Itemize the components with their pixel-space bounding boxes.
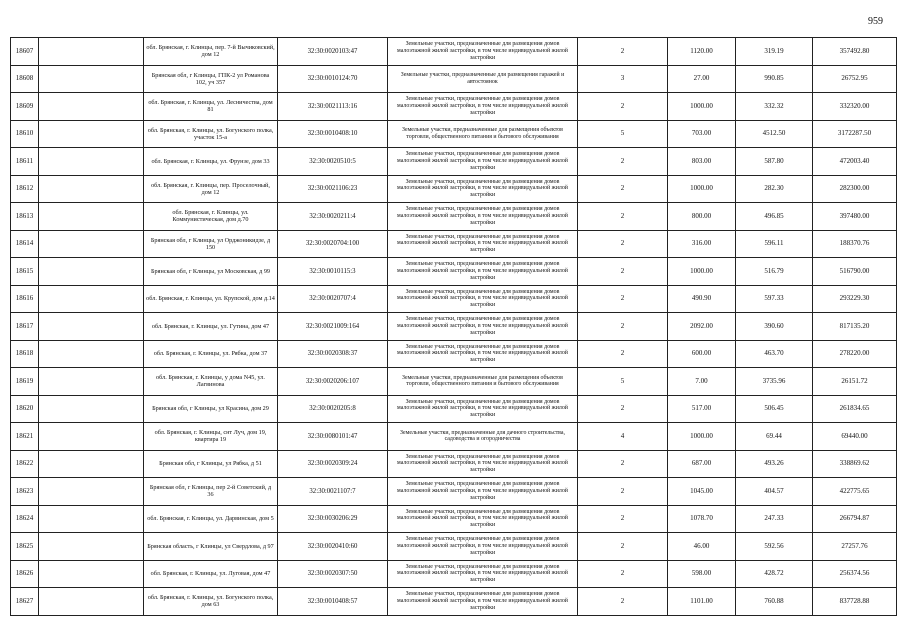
area-cell: 800.00 — [668, 203, 736, 231]
cadastral-value-cell: 188370.76 — [813, 230, 897, 258]
land-use-cell: Земельные участки, предназначенные для размещения домов малоэтажной жилой застройки, в том числе индивидуальной жилой застройки — [388, 230, 578, 258]
specific-value-cell: 463.70 — [736, 340, 813, 368]
address-cell: обл. Брянская, г. Клинцы, ул. Фрунзе, дом 33 — [144, 148, 278, 176]
group-cell: 2 — [578, 478, 668, 506]
address-cell: обл. Брянская, г. Клинцы, ул. Лесничества, дом 81 — [144, 93, 278, 121]
row-number: 18626 — [11, 560, 39, 588]
cadastral-value-cell: 26752.95 — [813, 65, 897, 93]
area-cell: 316.00 — [668, 230, 736, 258]
cadastral-number-cell: 32:30:0020205:8 — [278, 395, 388, 423]
group-cell: 2 — [578, 313, 668, 341]
row-number: 18624 — [11, 505, 39, 533]
table-row — [11, 423, 897, 451]
table-row — [11, 588, 897, 616]
address-cell: обл. Брянская, г. Клинцы, ул. Крупской, дом д.14 — [144, 285, 278, 313]
area-cell: 1120.00 — [668, 38, 736, 66]
specific-value-cell: 390.60 — [736, 313, 813, 341]
land-use-cell: Земельные участки, предназначенные для размещения домов малоэтажной жилой застройки, в том числе индивидуальной жилой застройки — [388, 203, 578, 231]
empty-cell — [39, 588, 144, 616]
group-cell: 2 — [578, 285, 668, 313]
address-cell: обл. Брянская, г. Клинцы, ул. Богунского полка, дом 63 — [144, 588, 278, 616]
cadastral-value-cell: 422775.65 — [813, 478, 897, 506]
specific-value-cell: 597.33 — [736, 285, 813, 313]
address-cell: обл. Брянская, г. Клинцы, у дома N45, ул. Лагвинова — [144, 368, 278, 396]
specific-value-cell: 282.30 — [736, 175, 813, 203]
empty-cell — [39, 258, 144, 286]
specific-value-cell: 428.72 — [736, 560, 813, 588]
empty-cell — [39, 423, 144, 451]
cadastral-number-cell: 32:30:0021113:16 — [278, 93, 388, 121]
cadastral-value-cell: 266794.87 — [813, 505, 897, 533]
table-row — [11, 203, 897, 231]
address-cell: Брянская обл, г Клинцы, ул Рябка, д 51 — [144, 450, 278, 478]
empty-cell — [39, 285, 144, 313]
table-row — [11, 148, 897, 176]
area-cell: 1000.00 — [668, 175, 736, 203]
table-row — [11, 175, 897, 203]
cadastral-value-cell: 256374.56 — [813, 560, 897, 588]
empty-cell — [39, 65, 144, 93]
area-cell: 7.00 — [668, 368, 736, 396]
row-number: 18627 — [11, 588, 39, 616]
land-use-cell: Земельные участки, предназначенные для размещения домов малоэтажной жилой застройки, в том числе индивидуальной жилой застройки — [388, 450, 578, 478]
area-cell: 517.00 — [668, 395, 736, 423]
table-row — [11, 258, 897, 286]
table-row — [11, 450, 897, 478]
land-use-cell: Земельные участки, предназначенные для размещения домов малоэтажной жилой застройки, в том числе индивидуальной жилой застройки — [388, 505, 578, 533]
row-number: 18610 — [11, 120, 39, 148]
address-cell: обл. Брянская, г. Клинцы, пер. Проселочный, дом 12 — [144, 175, 278, 203]
area-cell: 46.00 — [668, 533, 736, 561]
table-row — [11, 285, 897, 313]
area-cell: 1101.00 — [668, 588, 736, 616]
empty-cell — [39, 395, 144, 423]
cadastral-number-cell: 32:30:0020510:5 — [278, 148, 388, 176]
row-number: 18607 — [11, 38, 39, 66]
area-cell: 1078.70 — [668, 505, 736, 533]
address-cell: Брянская область, г Клинцы, ул Свердлова, д 97 — [144, 533, 278, 561]
cadastral-value-cell: 837728.88 — [813, 588, 897, 616]
land-use-cell: Земельные участки, предназначенные для размещения домов малоэтажной жилой застройки, в том числе индивидуальной жилой застройки — [388, 560, 578, 588]
land-use-cell: Земельные участки, предназначенные для размещения домов малоэтажной жилой застройки, в том числе индивидуальной жилой застройки — [388, 285, 578, 313]
cadastral-value-cell: 26151.72 — [813, 368, 897, 396]
row-number: 18620 — [11, 395, 39, 423]
cadastral-number-cell: 32:30:0080101:47 — [278, 423, 388, 451]
cadastral-value-cell: 332320.00 — [813, 93, 897, 121]
row-number: 18619 — [11, 368, 39, 396]
cadastral-number-cell: 32:30:0021106:23 — [278, 175, 388, 203]
cadastral-number-cell: 32:30:0021009:164 — [278, 313, 388, 341]
area-cell: 27.00 — [668, 65, 736, 93]
specific-value-cell: 596.11 — [736, 230, 813, 258]
address-cell: обл. Брянская, г. Клинцы, ул. Гутина, дом 47 — [144, 313, 278, 341]
group-cell: 3 — [578, 65, 668, 93]
group-cell: 4 — [578, 423, 668, 451]
row-number: 18613 — [11, 203, 39, 231]
address-cell: Брянская обл, г Клинцы, пер 2-й Советский, д 36 — [144, 478, 278, 506]
address-cell: обл. Брянская, г. Клинцы, ул. Луговая, дом 47 — [144, 560, 278, 588]
area-cell: 1000.00 — [668, 258, 736, 286]
area-cell: 600.00 — [668, 340, 736, 368]
cadastral-value-cell: 293229.30 — [813, 285, 897, 313]
group-cell: 2 — [578, 340, 668, 368]
land-use-cell: Земельные участки, предназначенные для размещения домов малоэтажной жилой застройки, в том числе индивидуальной жилой застройки — [388, 533, 578, 561]
table-row — [11, 368, 897, 396]
cadastral-value-cell: 338869.62 — [813, 450, 897, 478]
cadastral-number-cell: 32:30:0020211:4 — [278, 203, 388, 231]
empty-cell — [39, 533, 144, 561]
cadastral-value-cell: 817135.20 — [813, 313, 897, 341]
registry-table — [10, 37, 897, 616]
cadastral-number-cell: 32:30:0020410:60 — [278, 533, 388, 561]
cadastral-number-cell: 32:30:0020308:37 — [278, 340, 388, 368]
area-cell: 803.00 — [668, 148, 736, 176]
cadastral-number-cell: 32:30:0010408:57 — [278, 588, 388, 616]
group-cell: 2 — [578, 175, 668, 203]
specific-value-cell: 516.79 — [736, 258, 813, 286]
specific-value-cell: 760.88 — [736, 588, 813, 616]
group-cell: 2 — [578, 258, 668, 286]
cadastral-value-cell: 516790.00 — [813, 258, 897, 286]
row-number: 18612 — [11, 175, 39, 203]
address-cell: обл. Брянская, г. Клинцы, ул. Рябка, дом 37 — [144, 340, 278, 368]
land-use-cell: Земельные участки, предназначенные для размещения домов малоэтажной жилой застройки, в том числе индивидуальной жилой застройки — [388, 148, 578, 176]
group-cell: 2 — [578, 533, 668, 561]
row-number: 18617 — [11, 313, 39, 341]
cadastral-number-cell: 32:30:0010408:10 — [278, 120, 388, 148]
row-number: 18609 — [11, 93, 39, 121]
land-use-cell: Земельные участки, предназначенные для размещения домов малоэтажной жилой застройки, в том числе индивидуальной жилой застройки — [388, 478, 578, 506]
cadastral-number-cell: 32:30:0020704:100 — [278, 230, 388, 258]
group-cell: 2 — [578, 148, 668, 176]
row-number: 18614 — [11, 230, 39, 258]
table-row — [11, 478, 897, 506]
row-number: 18622 — [11, 450, 39, 478]
area-cell: 598.00 — [668, 560, 736, 588]
land-use-cell: Земельные участки, предназначенные для размещения объектов торговли, общественного питания и бытового обслуживания — [388, 368, 578, 396]
empty-cell — [39, 368, 144, 396]
group-cell: 2 — [578, 395, 668, 423]
table-row — [11, 120, 897, 148]
land-use-cell: Земельные участки, предназначенные для размещения домов малоэтажной жилой застройки, в том числе индивидуальной жилой застройки — [388, 258, 578, 286]
specific-value-cell: 4512.50 — [736, 120, 813, 148]
cadastral-value-cell: 397480.00 — [813, 203, 897, 231]
specific-value-cell: 496.85 — [736, 203, 813, 231]
group-cell: 2 — [578, 93, 668, 121]
land-use-cell: Земельные участки, предназначенные для дачного строительства, садоводства и огородничества — [388, 423, 578, 451]
address-cell: обл. Брянская, г. Клинцы, ул. Дарвинская, дом 5 — [144, 505, 278, 533]
table-row — [11, 395, 897, 423]
group-cell: 5 — [578, 368, 668, 396]
cadastral-number-cell: 32:30:0020103:47 — [278, 38, 388, 66]
cadastral-number-cell: 32:30:0010115:3 — [278, 258, 388, 286]
land-use-cell: Земельные участки, предназначенные для размещения домов малоэтажной жилой застройки, в том числе индивидуальной жилой застройки — [388, 588, 578, 616]
cadastral-number-cell: 32:30:0020309:24 — [278, 450, 388, 478]
area-cell: 490.90 — [668, 285, 736, 313]
cadastral-number-cell: 32:30:0020206:107 — [278, 368, 388, 396]
specific-value-cell: 990.85 — [736, 65, 813, 93]
row-number: 18608 — [11, 65, 39, 93]
empty-cell — [39, 340, 144, 368]
empty-cell — [39, 450, 144, 478]
specific-value-cell: 3735.96 — [736, 368, 813, 396]
group-cell: 2 — [578, 38, 668, 66]
land-use-cell: Земельные участки, предназначенные для размещения домов малоэтажной жилой застройки, в том числе индивидуальной жилой застройки — [388, 313, 578, 341]
address-cell: Брянская обл, г Клинцы, ул Московская, д 99 — [144, 258, 278, 286]
row-number: 18611 — [11, 148, 39, 176]
table-row — [11, 560, 897, 588]
row-number: 18621 — [11, 423, 39, 451]
empty-cell — [39, 120, 144, 148]
empty-cell — [39, 560, 144, 588]
specific-value-cell: 404.57 — [736, 478, 813, 506]
area-cell: 1000.00 — [668, 93, 736, 121]
address-cell: обл. Брянская, г. Клинцы, снт Луч, дом 19, квартира 19 — [144, 423, 278, 451]
page-number: 959 — [868, 16, 883, 27]
address-cell: Брянская обл, г Клинцы, ул Красина, дом 29 — [144, 395, 278, 423]
address-cell: обл. Брянская, г. Клинцы, пер. 7-й Вычиковский, дом 12 — [144, 38, 278, 66]
group-cell: 2 — [578, 450, 668, 478]
cadastral-value-cell: 282300.00 — [813, 175, 897, 203]
land-use-cell: Земельные участки, предназначенные для размещения домов малоэтажной жилой застройки, в том числе индивидуальной жилой застройки — [388, 395, 578, 423]
table-row — [11, 230, 897, 258]
table-row — [11, 38, 897, 66]
land-use-cell: Земельные участки, предназначенные для размещения объектов торговли, общественного питания и бытового обслуживания — [388, 120, 578, 148]
specific-value-cell: 506.45 — [736, 395, 813, 423]
table-row — [11, 313, 897, 341]
cadastral-value-cell: 3172287.50 — [813, 120, 897, 148]
cadastral-number-cell: 32:30:0021107:7 — [278, 478, 388, 506]
area-cell: 1000.00 — [668, 423, 736, 451]
land-use-cell: Земельные участки, предназначенные для размещения домов малоэтажной жилой застройки, в том числе индивидуальной жилой застройки — [388, 175, 578, 203]
area-cell: 2092.00 — [668, 313, 736, 341]
row-number: 18623 — [11, 478, 39, 506]
group-cell: 2 — [578, 203, 668, 231]
specific-value-cell: 69.44 — [736, 423, 813, 451]
cadastral-value-cell: 278220.00 — [813, 340, 897, 368]
group-cell: 2 — [578, 505, 668, 533]
table-row — [11, 533, 897, 561]
land-use-cell: Земельные участки, предназначенные для размещения гаражей и автостоянок — [388, 65, 578, 93]
empty-cell — [39, 203, 144, 231]
cadastral-number-cell: 32:30:0020707:4 — [278, 285, 388, 313]
cadastral-number-cell: 32:30:0010124:70 — [278, 65, 388, 93]
empty-cell — [39, 505, 144, 533]
empty-cell — [39, 175, 144, 203]
empty-cell — [39, 38, 144, 66]
specific-value-cell: 319.19 — [736, 38, 813, 66]
land-use-cell: Земельные участки, предназначенные для размещения домов малоэтажной жилой застройки, в том числе индивидуальной жилой застройки — [388, 340, 578, 368]
row-number: 18618 — [11, 340, 39, 368]
cadastral-value-cell: 261834.65 — [813, 395, 897, 423]
row-number: 18616 — [11, 285, 39, 313]
registry-body — [11, 38, 897, 616]
area-cell: 703.00 — [668, 120, 736, 148]
address-cell: обл. Брянская, г. Клинцы, ул. Богунского полка, участок 15-а — [144, 120, 278, 148]
area-cell: 1045.00 — [668, 478, 736, 506]
specific-value-cell: 332.32 — [736, 93, 813, 121]
specific-value-cell: 587.80 — [736, 148, 813, 176]
specific-value-cell: 592.56 — [736, 533, 813, 561]
table-row — [11, 340, 897, 368]
empty-cell — [39, 230, 144, 258]
land-use-cell: Земельные участки, предназначенные для размещения домов малоэтажной жилой застройки, в том числе индивидуальной жилой застройки — [388, 38, 578, 66]
cadastral-number-cell: 32:30:0030206:29 — [278, 505, 388, 533]
area-cell: 687.00 — [668, 450, 736, 478]
empty-cell — [39, 478, 144, 506]
row-number: 18615 — [11, 258, 39, 286]
empty-cell — [39, 148, 144, 176]
row-number: 18625 — [11, 533, 39, 561]
cadastral-value-cell: 357492.80 — [813, 38, 897, 66]
address-cell: обл. Брянская, г. Клинцы, ул. Коммунистическая, дом д.70 — [144, 203, 278, 231]
cadastral-value-cell: 69440.00 — [813, 423, 897, 451]
group-cell: 5 — [578, 120, 668, 148]
group-cell: 2 — [578, 588, 668, 616]
table-row — [11, 65, 897, 93]
address-cell: Брянская обл, г Клинцы, ул Орджоникидзе, д 150 — [144, 230, 278, 258]
table-row — [11, 93, 897, 121]
empty-cell — [39, 93, 144, 121]
table-row — [11, 505, 897, 533]
group-cell: 2 — [578, 560, 668, 588]
cadastral-value-cell: 472003.40 — [813, 148, 897, 176]
group-cell: 2 — [578, 230, 668, 258]
land-use-cell: Земельные участки, предназначенные для размещения домов малоэтажной жилой застройки, в том числе индивидуальной жилой застройки — [388, 93, 578, 121]
empty-cell — [39, 313, 144, 341]
specific-value-cell: 247.33 — [736, 505, 813, 533]
specific-value-cell: 493.26 — [736, 450, 813, 478]
cadastral-value-cell: 27257.76 — [813, 533, 897, 561]
address-cell: Брянская обл, г Клинцы, ГПК-2 ул Романова 102, уч 357 — [144, 65, 278, 93]
cadastral-number-cell: 32:30:0020307:50 — [278, 560, 388, 588]
